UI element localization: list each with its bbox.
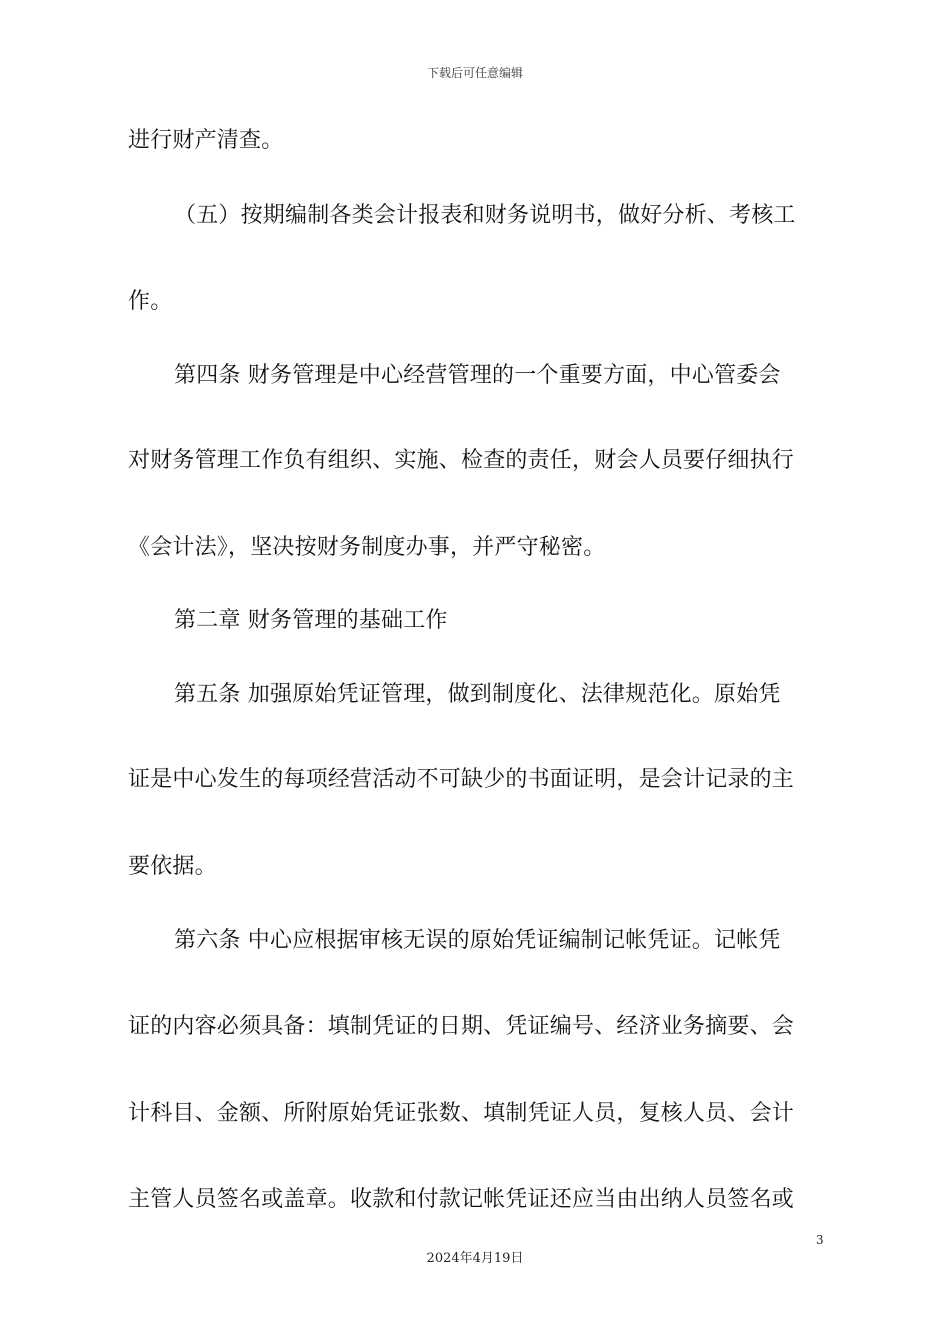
body-line: 计科目、金额、所附原始凭证张数、填制凭证人员，复核人员、会计 (128, 1101, 795, 1126)
body-line: 第六条 中心应根据审核无误的原始凭证编制记帐凭证。记帐凭 (174, 928, 781, 953)
body-line: 主管人员签名或盖章。收款和付款记帐凭证还应当由出纳人员签名或 (128, 1187, 795, 1212)
chapter-heading: 第二章 财务管理的基础工作 (174, 608, 448, 633)
body-line: 进行财产清查。 (128, 128, 284, 153)
header-note: 下载后可任意编辑 (426, 66, 523, 80)
body-line: 证是中心发生的每项经营活动不可缺少的书面证明，是会计记录的主 (128, 767, 795, 792)
body-line: 对财务管理工作负有组织、实施、检查的责任，财会人员要仔细执行 (128, 448, 795, 473)
body-line: 第四条 财务管理是中心经营管理的一个重要方面，中心管委会 (174, 363, 781, 388)
body-line: 要依据。 (128, 854, 217, 879)
footer-date: 2024年4月19日 (426, 1251, 524, 1266)
body-line: 证的内容必须具备：填制凭证的日期、凭证编号、经济业务摘要、会 (128, 1014, 795, 1039)
page-number: 3 (816, 1233, 824, 1247)
body-line: （五）按期编制各类会计报表和财务说明书，做好分析、考核工 (174, 203, 796, 228)
body-line: 《会计法》，坚决按财务制度办事，并严守秘密。 (128, 535, 606, 560)
body-line: 作。 (128, 289, 173, 314)
body-line: 第五条 加强原始凭证管理，做到制度化、法律规范化。原始凭 (174, 682, 781, 707)
